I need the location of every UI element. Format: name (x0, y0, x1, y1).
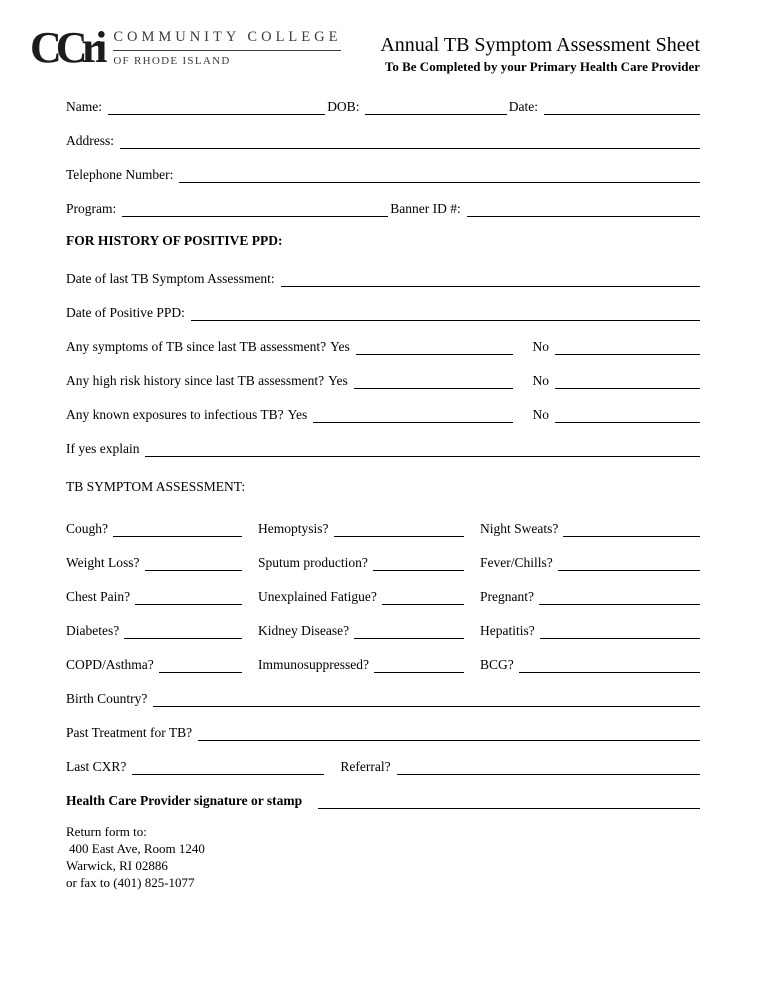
hemoptysis-line[interactable] (334, 517, 465, 537)
dob-label: DOB: (327, 99, 360, 114)
high-risk-yes-line[interactable] (354, 369, 513, 389)
field-bcg (480, 653, 700, 673)
fever-chills-line[interactable] (558, 551, 700, 571)
symptoms-since-row (66, 335, 700, 355)
copd-asthma-label: COPD/Asthma? (66, 657, 154, 672)
field-copd-asthma (66, 653, 242, 673)
return-fax-line: or fax to (401) 825-1077 (66, 875, 195, 890)
unexplained-fatigue-line[interactable] (382, 585, 464, 605)
night-sweats-line[interactable] (563, 517, 700, 537)
telephone-row (66, 163, 700, 183)
symptom-grid (66, 517, 700, 673)
ccri-monogram-icon: CCri (30, 23, 102, 72)
ppd-section-heading: FOR HISTORY OF POSITIVE PPD: (66, 233, 283, 248)
weight-loss-line[interactable] (145, 551, 242, 571)
cough-label: Cough? (66, 521, 108, 536)
return-form-to-line: Return form to: (66, 824, 147, 839)
date-field-line[interactable] (544, 95, 700, 115)
telephone-field-line[interactable] (179, 163, 700, 183)
birth-country-line[interactable] (153, 687, 700, 707)
chest-pain-label: Chest Pain? (66, 589, 131, 604)
cough-line[interactable] (113, 517, 242, 537)
high-risk-yes-label: Yes (328, 373, 348, 388)
chest-pain-line[interactable] (135, 585, 242, 605)
name-dob-date-row (66, 95, 700, 115)
field-fever-chills (480, 551, 700, 571)
copd-asthma-line[interactable] (159, 653, 242, 673)
form-subtitle: To Be Completed by your Primary Health Care Provider (384, 59, 700, 74)
diabetes-line[interactable] (124, 619, 242, 639)
signature-row (66, 789, 700, 809)
field-hepatitis (480, 619, 700, 639)
field-pregnant (480, 585, 700, 605)
if-yes-explain-row (66, 437, 700, 457)
known-exposures-question: Any known exposures to infectious TB? (66, 407, 284, 422)
diabetes-label: Diabetes? (66, 623, 120, 638)
signature-line[interactable] (318, 789, 700, 809)
high-risk-question: Any high risk history since last TB assessment? (66, 373, 325, 388)
known-exposures-yes-label: Yes (287, 407, 308, 422)
pregnant-line[interactable] (539, 585, 700, 605)
symptoms-since-no-line[interactable] (555, 335, 700, 355)
if-yes-explain-line[interactable] (145, 437, 700, 457)
form-title: Annual TB Symptom Assessment Sheet (380, 34, 700, 56)
return-address-city: Warwick, RI 02886 (66, 858, 168, 873)
if-yes-explain-label: If yes explain (66, 441, 140, 456)
positive-ppd-date-row (66, 301, 700, 321)
banner-id-field-line[interactable] (467, 197, 700, 217)
address-label: Address: (66, 133, 114, 148)
symptoms-since-question: Any symptoms of TB since last TB assessment? (66, 339, 327, 354)
last-cxr-label: Last CXR? (66, 759, 127, 774)
past-treatment-label: Past Treatment for TB? (66, 725, 193, 740)
symptoms-since-yes-label: Yes (330, 339, 350, 354)
name-label: Name: (66, 99, 102, 114)
ccri-wordmark (113, 29, 341, 67)
positive-ppd-date-line[interactable] (191, 301, 700, 321)
title-block (380, 26, 700, 75)
hemoptysis-label: Hemoptysis? (258, 521, 329, 536)
field-unexplained-fatigue (258, 585, 464, 605)
telephone-label: Telephone Number: (66, 167, 174, 182)
fever-chills-label: Fever/Chills? (480, 555, 553, 570)
field-night-sweats (480, 517, 700, 537)
known-exposures-no-line[interactable] (555, 403, 700, 423)
dob-field-line[interactable] (365, 95, 506, 115)
bcg-label: BCG? (480, 657, 514, 672)
high-risk-history-row (66, 369, 700, 389)
symptoms-since-yes-line[interactable] (356, 335, 513, 355)
night-sweats-label: Night Sweats? (480, 521, 559, 536)
high-risk-no-line[interactable] (555, 369, 700, 389)
symptom-section-heading: TB SYMPTOM ASSESSMENT: (66, 479, 246, 494)
banner-id-label: Banner ID #: (390, 201, 461, 216)
sputum-production-label: Sputum production? (258, 555, 368, 570)
field-sputum-production (258, 551, 464, 571)
known-exposures-row (66, 403, 700, 423)
sputum-production-line[interactable] (373, 551, 464, 571)
past-treatment-line[interactable] (198, 721, 700, 741)
last-assessment-date-line[interactable] (281, 267, 700, 287)
bcg-line[interactable] (519, 653, 700, 673)
college-name-line1: COMMUNITY COLLEGE (113, 29, 341, 51)
kidney-disease-line[interactable] (354, 619, 464, 639)
form-header (30, 23, 700, 75)
hepatitis-line[interactable] (540, 619, 700, 639)
referral-line[interactable] (397, 755, 700, 775)
referral-label: Referral? (340, 759, 391, 774)
symptoms-since-no-label: No (532, 339, 549, 354)
kidney-disease-label: Kidney Disease? (258, 623, 350, 638)
pregnant-label: Pregnant? (480, 589, 534, 604)
high-risk-no-label: No (532, 373, 549, 388)
known-exposures-yes-line[interactable] (313, 403, 512, 423)
return-address-block (66, 823, 700, 891)
weight-loss-label: Weight Loss? (66, 555, 140, 570)
field-kidney-disease (258, 619, 464, 639)
immunosuppressed-line[interactable] (374, 653, 464, 673)
last-cxr-line[interactable] (132, 755, 324, 775)
last-assessment-date-row (66, 267, 700, 287)
address-field-line[interactable] (120, 129, 700, 149)
past-treatment-row (66, 721, 700, 741)
return-address-street: 400 East Ave, Room 1240 (69, 841, 205, 856)
field-chest-pain (66, 585, 242, 605)
birth-country-label: Birth Country? (66, 691, 148, 706)
unexplained-fatigue-label: Unexplained Fatigue? (258, 589, 377, 604)
address-row (66, 129, 700, 149)
immunosuppressed-label: Immunosuppressed? (258, 657, 369, 672)
program-field-line[interactable] (122, 197, 388, 217)
field-diabetes (66, 619, 242, 639)
ccri-logo (30, 23, 342, 72)
program-label: Program: (66, 201, 117, 216)
positive-ppd-date-label: Date of Positive PPD: (66, 305, 185, 320)
field-cough (66, 517, 242, 537)
last-assessment-date-label: Date of last TB Symptom Assessment: (66, 271, 275, 286)
signature-label: Health Care Provider signature or stamp (66, 793, 303, 808)
college-name-line2: OF RHODE ISLAND (113, 55, 231, 67)
field-immunosuppressed (258, 653, 464, 673)
field-hemoptysis (258, 517, 464, 537)
field-weight-loss (66, 551, 242, 571)
date-label: Date: (508, 99, 538, 114)
known-exposures-no-label: No (532, 407, 549, 422)
cxr-referral-row (66, 755, 700, 775)
name-field-line[interactable] (108, 95, 325, 115)
program-banner-row (66, 197, 700, 217)
hepatitis-label: Hepatitis? (480, 623, 535, 638)
birth-country-row (66, 687, 700, 707)
